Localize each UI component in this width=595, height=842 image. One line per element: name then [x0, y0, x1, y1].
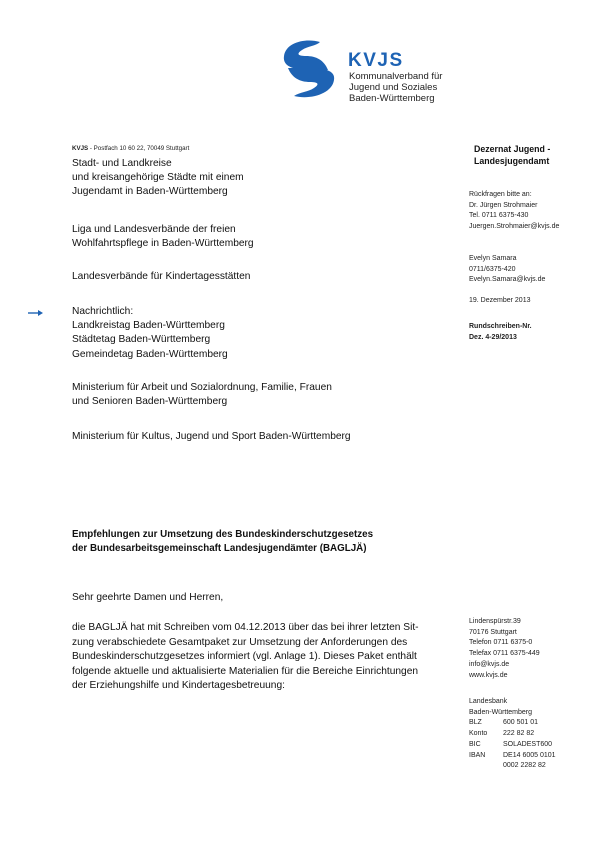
bank-block	[469, 697, 556, 772]
letter-date: 19. Dezember 2013	[469, 297, 531, 304]
recipient-line: und Senioren Baden-Württemberg	[72, 396, 228, 408]
bank-value: 222 82 82	[503, 730, 535, 738]
address-block	[469, 617, 540, 681]
recipient-group	[72, 305, 228, 362]
dezernat-line: Landesjugendamt	[474, 156, 550, 166]
bank-row	[469, 718, 556, 729]
recipient-line: Ministerium für Arbeit und Sozialordnung, Familie, Frauen	[72, 382, 332, 393]
sender-line	[72, 145, 189, 152]
recipient-group	[72, 223, 254, 251]
subject-line: Empfehlungen zur Umsetzung des Bundeskinderschutzgesetzes	[72, 529, 374, 540]
address-website[interactable]: www.kvjs.de	[469, 671, 508, 679]
recipient-line: Stadt- und Landkreise	[72, 158, 172, 169]
rundschreiben-number	[469, 322, 532, 343]
body-text	[72, 621, 450, 694]
contact-line: Rückfragen bitte an:	[469, 191, 532, 198]
recipient-line: Jugendamt in Baden-Württemberg	[72, 186, 228, 198]
recipient-line: Wohlfahrtspflege in Baden-Württemberg	[72, 238, 254, 250]
contact-email[interactable]: Juergen.Strohmaier@kvjs.de	[469, 223, 560, 231]
contact-line: Tel. 0711 6375-430	[469, 212, 529, 220]
body-line: Bundeskinderschutzgesetzes informiert (vgl. Anlage 1). Dieses Paket enthält	[72, 651, 417, 663]
bank-row	[469, 761, 556, 772]
address-line: Telefon 0711 6375-0	[469, 639, 533, 647]
recipient-group	[72, 270, 250, 284]
bank-row	[469, 729, 556, 740]
bank-label: BLZ	[469, 719, 482, 727]
recipient-line: Gemeindetag Baden-Württemberg	[72, 348, 228, 360]
bank-name: Baden-Württemberg	[469, 708, 533, 716]
greeting: Sehr geehrte Damen und Herren,	[72, 592, 224, 603]
address-line: Telefax 0711 6375-449	[469, 650, 540, 658]
bank-value: SOLADEST600	[503, 740, 553, 748]
body-line: der Erziehungshilfe und Kindertagesbetreuung:	[72, 680, 285, 692]
dezernat-line: Dezernat Jugend -	[474, 144, 551, 154]
recipient-line: und kreisangehörige Städte mit einem	[72, 172, 244, 184]
sender-org: KVJS	[72, 145, 89, 152]
recipient-line: Liga und Landesverbände der freien	[72, 224, 236, 235]
kvjs-logo-icon	[276, 36, 340, 100]
recipient-line: Städtetag Baden-Württemberg	[72, 334, 211, 346]
bank-name: Landesbank	[469, 698, 508, 705]
contact-email[interactable]: Evelyn.Samara@kvjs.de	[469, 276, 546, 284]
contact-line: Evelyn Samara	[469, 255, 517, 262]
recipient-group	[72, 157, 244, 200]
bank-value: DE14 6005 0101	[503, 751, 556, 759]
body-line: folgende aktuelle und aktualisierte Materialien für die Bereiche Einrichtungen	[72, 665, 419, 677]
recipient-group	[72, 381, 332, 409]
address-line: Lindenspürstr.39	[469, 618, 521, 625]
recipient-line: Nachrichtlich:	[72, 306, 134, 317]
sender-address: - Postfach 10 60 22, 70049 Stuttgart	[88, 145, 190, 152]
contact-block	[469, 190, 559, 233]
bank-label: Konto	[469, 730, 488, 738]
logo-title: KVJS	[348, 50, 404, 71]
contact-line: Dr. Jürgen Strohmaier	[469, 201, 538, 209]
subject-heading	[72, 528, 373, 556]
logo-line: Baden-Württemberg	[349, 93, 435, 104]
bank-value: 0002 2282 82	[503, 762, 546, 770]
body-line: zung verabschiedete Gesamtpaket zur Umsetzung der Anforderungen des	[72, 636, 408, 648]
rundschreiben-line: Dez. 4-29/2013	[469, 333, 517, 341]
bank-label	[469, 761, 503, 772]
recipient-group	[72, 430, 351, 444]
arrow-right-icon	[28, 309, 44, 317]
rundschreiben-line: Rundschreiben-Nr.	[469, 323, 532, 330]
subject-line: der Bundesarbeitsgemeinschaft Landesjugendämter (BAGLJÄ)	[72, 543, 367, 554]
address-line: 70176 Stuttgart	[469, 628, 517, 636]
body-line: die BAGLJÄ hat mit Schreiben vom 04.12.2013 über das bei ihrer letzten Sit-	[72, 622, 419, 633]
bank-row	[469, 740, 556, 751]
recipient-line: Landkreistag Baden-Württemberg	[72, 320, 225, 332]
dezernat-heading	[474, 143, 550, 167]
contact-block	[469, 254, 545, 286]
recipient-line: Landesverbände für Kindertagesstätten	[72, 271, 251, 282]
bank-row	[469, 751, 556, 762]
recipient-line: Ministerium für Kultus, Jugend und Sport Baden-Württemberg	[72, 431, 351, 442]
logo-line: Kommunalverband für	[349, 71, 443, 82]
logo-line: Jugend und Soziales	[349, 82, 438, 93]
bank-label: BIC	[469, 740, 481, 748]
bank-label: IBAN	[469, 751, 486, 759]
contact-line: 0711/6375-420	[469, 265, 516, 273]
address-email[interactable]: info@kvjs.de	[469, 660, 510, 668]
bank-value: 600 501 01	[503, 719, 539, 727]
